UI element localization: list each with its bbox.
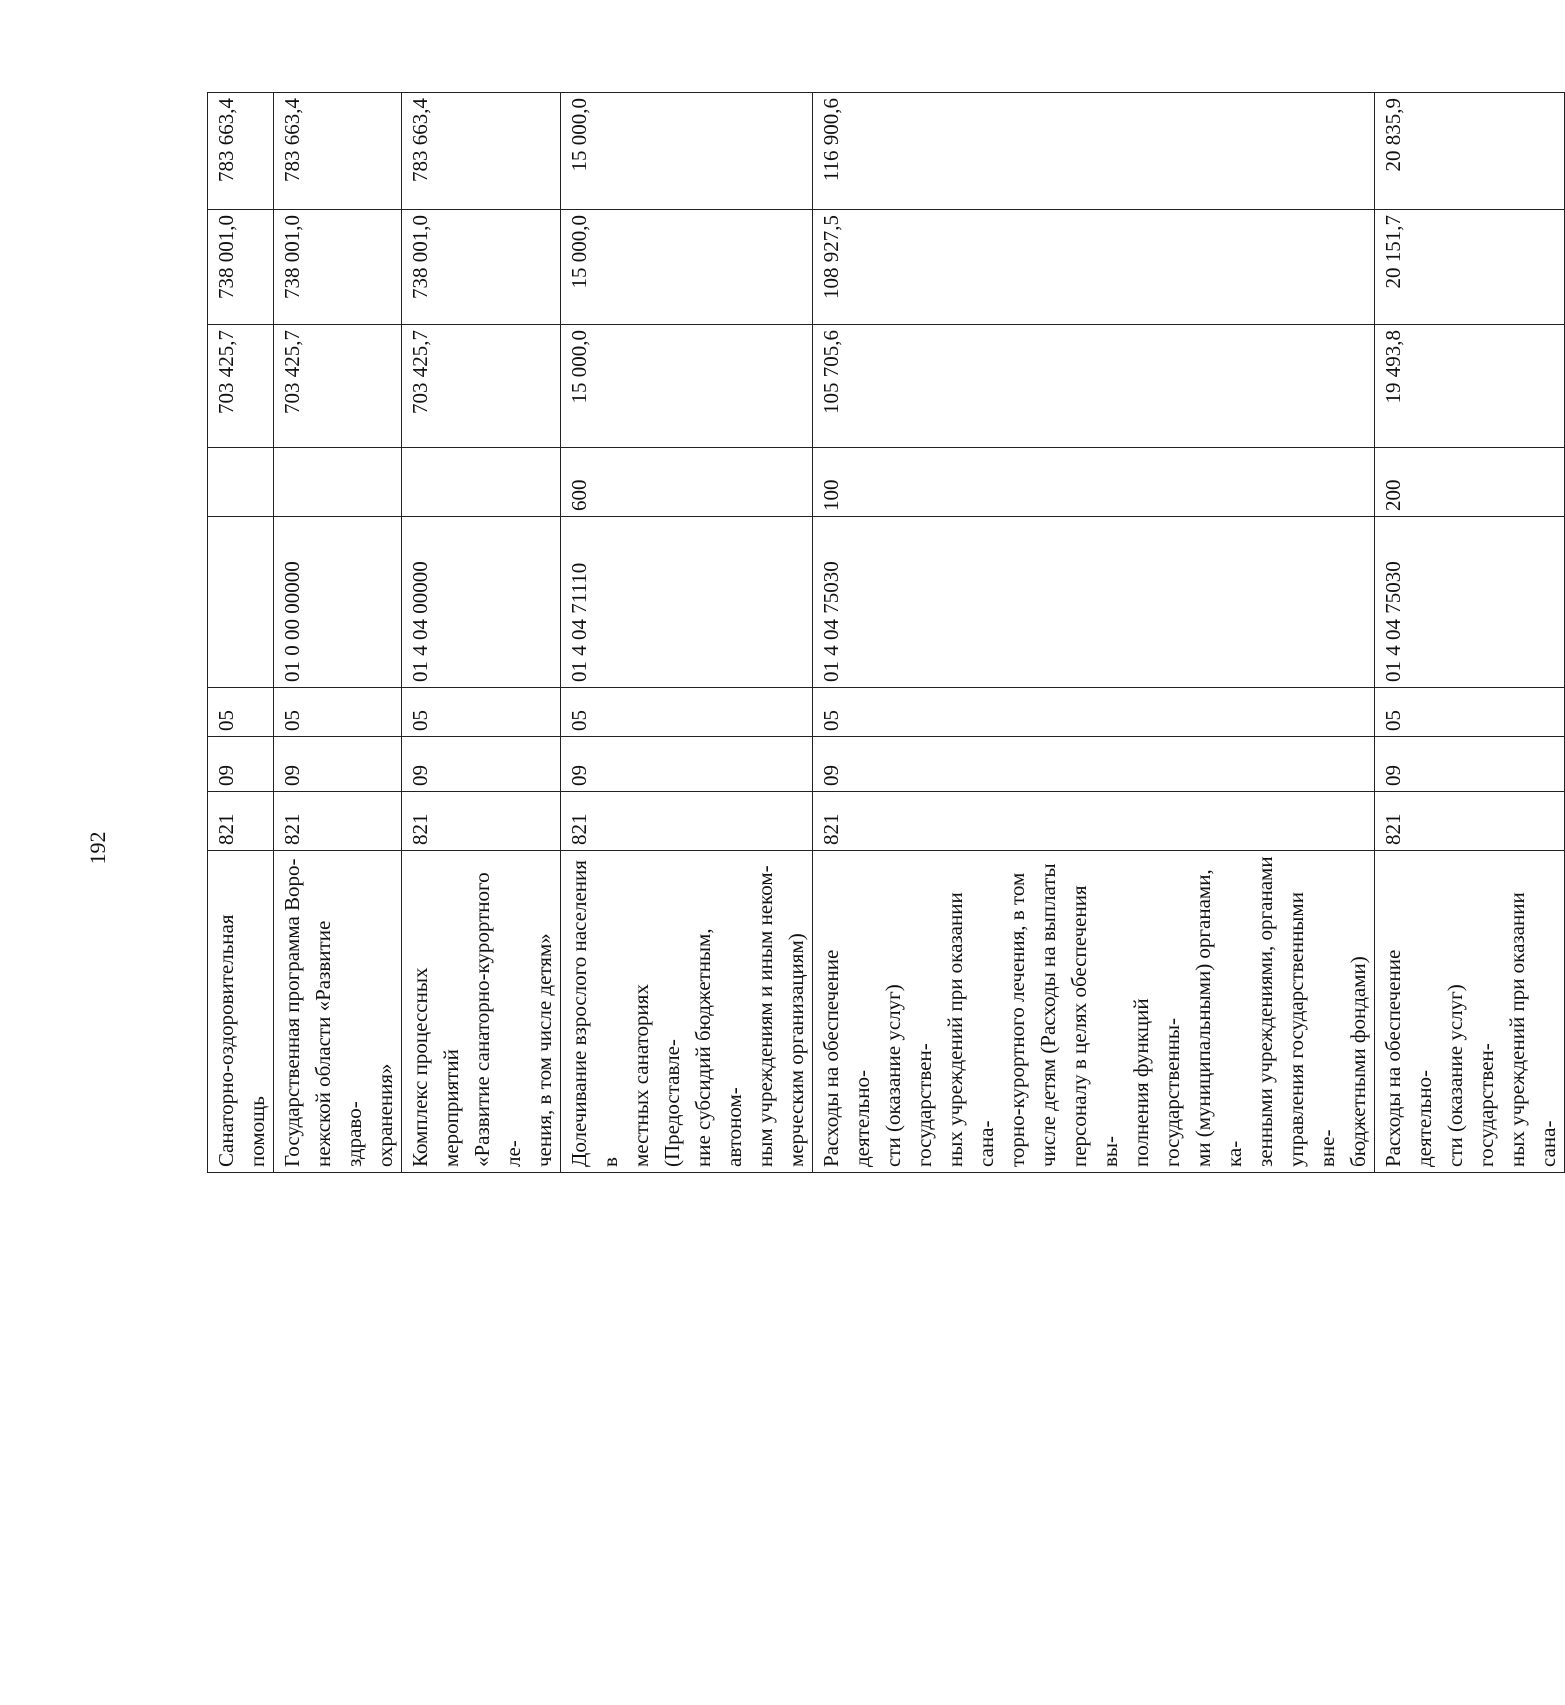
- row-name-line: Комплекс процессных мероприятий: [408, 967, 463, 1167]
- year3-amount-cell: 783 663,4: [208, 93, 274, 210]
- rz-cell: 09: [402, 737, 561, 792]
- table-row: [402, 93, 561, 1173]
- row-name-line: зенными учреждениями, органами: [1253, 856, 1277, 1167]
- rz-cell: 09: [813, 737, 1375, 792]
- table-row: [561, 93, 813, 1173]
- vr-cell: 100: [813, 448, 1375, 517]
- row-name-line: Расходы на обеспечение деятельно-: [819, 949, 874, 1167]
- pr-cell: 05: [561, 688, 813, 737]
- year3-amount-cell: 783 663,4: [402, 93, 561, 210]
- vr-cell: [208, 448, 274, 517]
- row-name-line: чения, в том числе детям»: [532, 933, 556, 1167]
- vr-cell: [402, 448, 561, 517]
- row-name-line: сти (оказание услуг) государствен-: [1443, 984, 1498, 1167]
- row-name-line: ми (муниципальными) органами, ка-: [1191, 869, 1246, 1167]
- rz-cell: 09: [208, 737, 274, 792]
- csr-cell: 01 4 04 75030: [813, 517, 1375, 688]
- ved-cell: 821: [1375, 792, 1565, 851]
- row-name-line: «Развитие санаторно-курортного ле-: [470, 872, 525, 1167]
- year1-amount-cell: 19 493,8: [1375, 325, 1565, 448]
- row-name-line: нежской области «Развитие здраво-: [311, 920, 366, 1167]
- csr-cell: 01 4 04 75030: [1375, 517, 1565, 688]
- row-name-line: полнения функций государственны-: [1129, 998, 1184, 1167]
- row-name-line: персоналу в целях обеспечения вы-: [1067, 885, 1122, 1167]
- table-row: [813, 93, 1375, 1173]
- vr-cell: 600: [561, 448, 813, 517]
- year3-amount-cell: 116 900,6: [813, 93, 1375, 210]
- row-name-line: ных учреждений при оказании сана-: [1505, 892, 1560, 1167]
- pr-cell: 05: [1375, 688, 1565, 737]
- row-name-line: Санаторно-оздоровительная помощь: [214, 914, 269, 1167]
- csr-cell: [208, 517, 274, 688]
- ved-cell: 821: [208, 792, 274, 851]
- rz-cell: 09: [1375, 737, 1565, 792]
- row-name-line: мерческим организациям): [784, 933, 808, 1167]
- row-name-line: бюджетными фондами): [1346, 956, 1370, 1167]
- row-name-cell: [402, 851, 561, 1173]
- row-name-cell: [274, 851, 402, 1173]
- year3-amount-cell: 15 000,0: [561, 93, 813, 210]
- csr-cell: 01 0 00 00000: [274, 517, 402, 688]
- rz-cell: 09: [274, 737, 402, 792]
- year3-amount-cell: 783 663,4: [274, 93, 402, 210]
- row-name-line: местных санаториях (Предоставле-: [629, 984, 684, 1167]
- year2-amount-cell: 738 001,0: [208, 210, 274, 325]
- row-name-line: Долечивание взрослого населения в: [567, 860, 622, 1167]
- csr-cell: 01 4 04 00000: [402, 517, 561, 688]
- row-name-line: ным учреждениям и иным неком-: [753, 865, 777, 1167]
- rz-cell: 09: [561, 737, 813, 792]
- row-name-line: числе детям (Расходы на выплаты: [1036, 863, 1060, 1167]
- row-name-cell: [813, 851, 1375, 1173]
- row-name-line: сти (оказание услуг) государствен-: [881, 984, 936, 1167]
- row-name-line: торно-курортного лечения, в том: [1005, 872, 1029, 1167]
- year2-amount-cell: 15 000,0: [561, 210, 813, 325]
- row-name-line: Расходы на обеспечение деятельно-: [1381, 949, 1436, 1167]
- pr-cell: 05: [813, 688, 1375, 737]
- year1-amount-cell: 703 425,7: [402, 325, 561, 448]
- ved-cell: 821: [561, 792, 813, 851]
- ved-cell: 821: [402, 792, 561, 851]
- year1-amount-cell: 703 425,7: [274, 325, 402, 448]
- row-name-cell: [1375, 851, 1565, 1173]
- table-row: [208, 93, 274, 1173]
- budget-table-container: [207, 93, 1560, 1173]
- pr-cell: 05: [208, 688, 274, 737]
- year2-amount-cell: 108 927,5: [813, 210, 1375, 325]
- row-name-line: ние субсидий бюджетным, автоном-: [691, 928, 746, 1167]
- ved-cell: 821: [813, 792, 1375, 851]
- pr-cell: 05: [402, 688, 561, 737]
- row-name-line: ных учреждений при оказании сана-: [943, 892, 998, 1167]
- csr-cell: 01 4 04 71110: [561, 517, 813, 688]
- year1-amount-cell: 15 000,0: [561, 325, 813, 448]
- page-number: 192: [85, 831, 110, 865]
- year2-amount-cell: 738 001,0: [402, 210, 561, 325]
- row-name-cell: [561, 851, 813, 1173]
- pr-cell: 05: [274, 688, 402, 737]
- year2-amount-cell: 738 001,0: [274, 210, 402, 325]
- row-name-cell: [208, 851, 274, 1173]
- vr-cell: [274, 448, 402, 517]
- year1-amount-cell: 105 705,6: [813, 325, 1375, 448]
- year3-amount-cell: 20 835,9: [1375, 93, 1565, 210]
- ved-cell: 821: [274, 792, 402, 851]
- row-name-line: управления государственными вне-: [1284, 892, 1339, 1167]
- year1-amount-cell: 703 425,7: [208, 325, 274, 448]
- row-name-line: охранения»: [373, 1063, 397, 1167]
- table-row: [1375, 93, 1565, 1173]
- year2-amount-cell: 20 151,7: [1375, 210, 1565, 325]
- budget-table: [207, 92, 1565, 1173]
- table-row: [274, 93, 402, 1173]
- vr-cell: 200: [1375, 448, 1565, 517]
- row-name-line: Государственная программа Воро-: [280, 858, 304, 1167]
